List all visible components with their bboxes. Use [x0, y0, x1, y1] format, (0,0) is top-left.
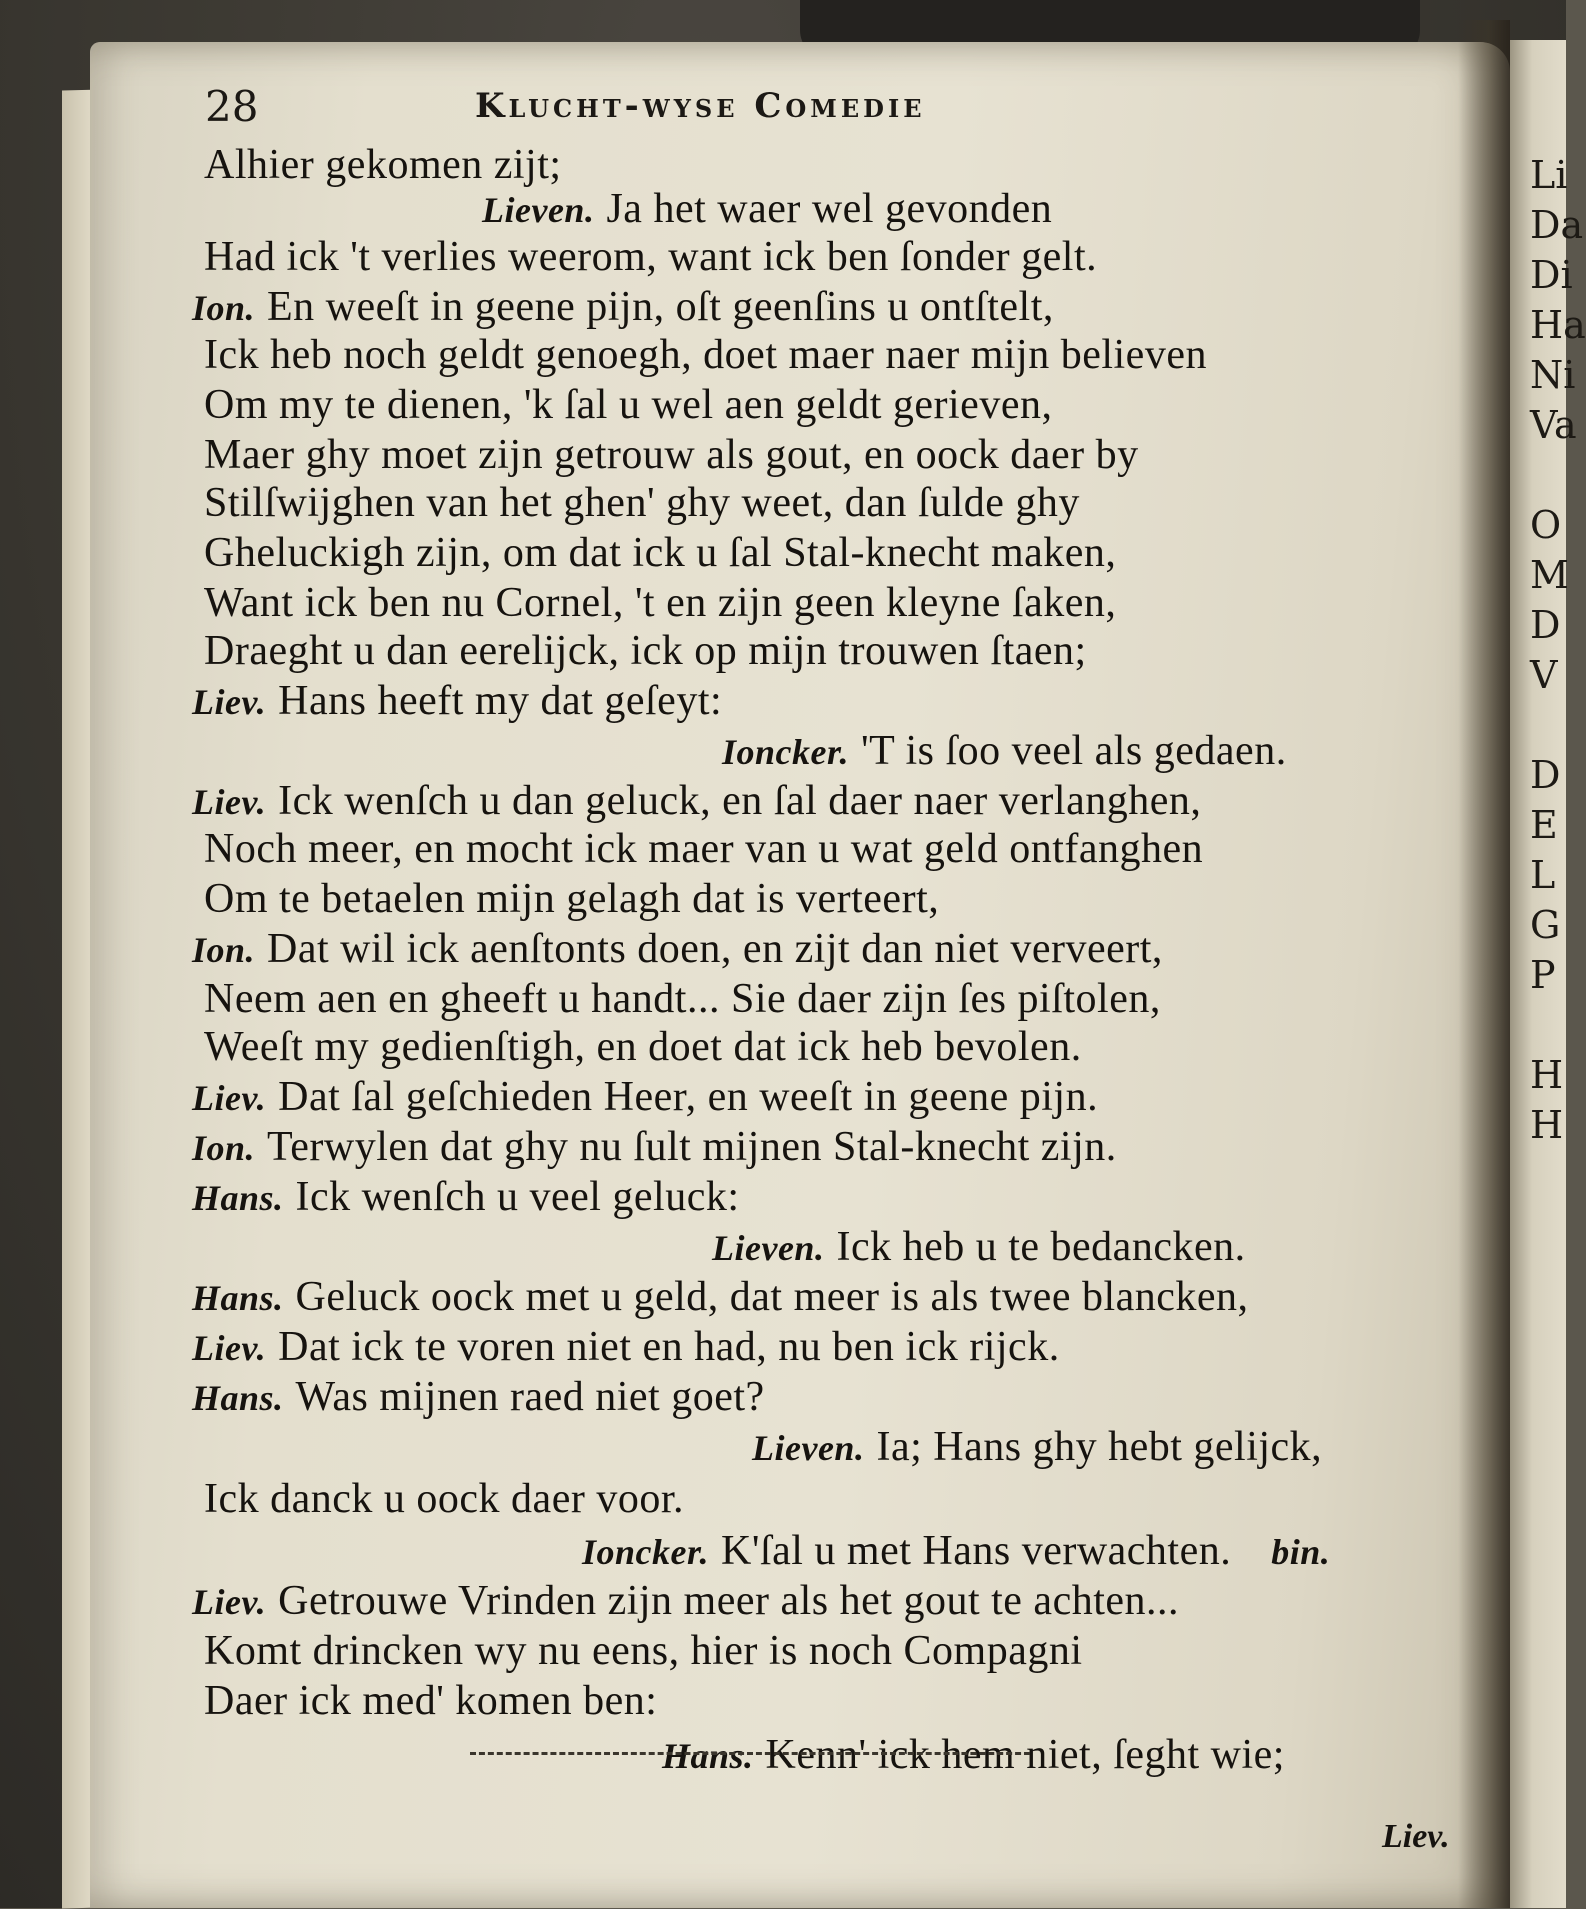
- speaker-name: Hans.: [192, 1178, 284, 1218]
- facing-letter: Ni: [1530, 353, 1576, 397]
- line-text: Maer ghy moet zijn getrouw als gout, en oock daer by: [204, 432, 1139, 478]
- text-line: [192, 528, 1116, 579]
- text-line: [712, 1222, 1246, 1273]
- facing-letter: D: [1530, 603, 1561, 647]
- text-line: [192, 282, 1054, 333]
- line-text: Om my te dienen, 'k ſal u wel aen geldt gerieven,: [204, 382, 1053, 428]
- text-line: [662, 1730, 1285, 1781]
- facing-letter: [1530, 1000, 1566, 1050]
- text-line: [192, 1626, 1083, 1677]
- text-line: [482, 184, 1052, 235]
- line-text: Dat ſal geſchieden Heer, en weeſt in geene pijn.: [278, 1074, 1099, 1120]
- speaker-name: Liev.: [192, 1582, 267, 1622]
- speaker-name: Liev.: [192, 782, 267, 822]
- speaker-name: Liev.: [192, 1328, 267, 1368]
- line-text: Had ick 't verlies weerom, want ick ben ſonder gelt.: [204, 234, 1098, 280]
- text-line: [582, 1526, 1330, 1577]
- line-text: Weeſt my gedienſtigh, en doet dat ick heb bevolen.: [204, 1024, 1082, 1070]
- facing-page-letters: [1530, 150, 1586, 1150]
- speaker-name: Ioncker.: [582, 1532, 710, 1572]
- speaker-name: Ion.: [192, 930, 256, 970]
- catchword: Liev.: [1382, 1818, 1450, 1855]
- facing-letter: H: [1530, 1053, 1564, 1097]
- text-line: [192, 1474, 684, 1525]
- facing-letter: M: [1530, 553, 1569, 597]
- text-line: [192, 330, 1207, 381]
- line-text: Getrouwe Vrinden zijn meer als het gout te achten...: [278, 1578, 1180, 1624]
- text-line: [192, 776, 1201, 827]
- text-line: [192, 1576, 1179, 1627]
- text-line: [752, 1422, 1322, 1473]
- line-text: Ick heb u te bedancken.: [836, 1224, 1246, 1270]
- line-text: Geluck oock met u geld, dat meer is als twee blancken,: [295, 1274, 1249, 1320]
- line-text: Dat ick te voren niet en had, nu ben ick rijck.: [278, 1324, 1060, 1370]
- text-line: [192, 1072, 1098, 1123]
- facing-letter: Va: [1530, 403, 1577, 447]
- book-gutter: [1458, 20, 1510, 1908]
- line-text: Hans heeft my dat geſeyt:: [278, 678, 723, 724]
- line-text: Stilſwijghen van het ghen' ghy weet, dan ſulde ghy: [204, 480, 1080, 526]
- page-header: [205, 82, 1445, 142]
- text-line: [192, 1022, 1082, 1073]
- text-line: [192, 1322, 1060, 1373]
- text-line: [192, 1122, 1117, 1173]
- line-text: K'ſal u met Hans verwachten.: [721, 1528, 1232, 1574]
- line-text: En weeſt in geene pijn, oſt geenſins u ontſtelt,: [267, 284, 1054, 330]
- line-text: Kenn' ick hem niet, ſeght wie;: [765, 1732, 1285, 1778]
- line-text: Noch meer, en mocht ick maer van u wat geld ontfanghen: [204, 826, 1204, 872]
- line-text: Draeght u dan eerelijck, ick op mijn trouwen ſtaen;: [204, 628, 1087, 674]
- line-text: Daer ick med' komen ben:: [204, 1678, 658, 1724]
- line-text: Ick danck u oock daer voor.: [204, 1476, 684, 1522]
- text-line: [192, 430, 1139, 481]
- line-text: Ia; Hans ghy hebt gelijck,: [876, 1424, 1323, 1470]
- line-text: Was mijnen raed niet goet?: [295, 1374, 765, 1420]
- line-text: Ja het waer wel gevonden: [606, 186, 1053, 232]
- text-line: [192, 924, 1163, 975]
- line-text: Ick heb noch geldt genoegh, doet maer naer mijn believen: [204, 332, 1207, 378]
- text-line: [192, 1676, 657, 1727]
- line-text: Ick wenſch u veel geluck:: [295, 1174, 740, 1220]
- facing-letter: E: [1530, 803, 1558, 847]
- line-text: Terwylen dat ghy nu ſult mijnen Stal-knecht zijn.: [267, 1124, 1117, 1170]
- speaker-name: Hans.: [662, 1736, 754, 1776]
- text-line: [192, 974, 1161, 1025]
- text-line: [192, 676, 722, 727]
- facing-letter: Li: [1530, 153, 1568, 197]
- facing-letter: V: [1530, 653, 1558, 697]
- speaker-name: Liev.: [192, 1078, 267, 1118]
- text-line: [192, 1272, 1249, 1323]
- text-line: [192, 1172, 740, 1223]
- facing-letter: O: [1530, 503, 1562, 547]
- line-text: Gheluckigh zijn, om dat ick u ſal Stal-knecht maken,: [204, 530, 1117, 576]
- line-text: Ick wenſch u dan geluck, en ſal daer naer verlanghen,: [278, 778, 1202, 824]
- speaker-name: Liev.: [192, 682, 267, 722]
- speaker-name: Lieven.: [712, 1228, 825, 1268]
- text-line: [192, 380, 1052, 431]
- stage-direction: bin.: [1271, 1532, 1331, 1572]
- line-text: Dat wil ick aenſtonts doen, en zijt dan niet verveert,: [267, 926, 1163, 972]
- line-text: Alhier gekomen zijt;: [204, 142, 562, 188]
- facing-letter: Da: [1530, 203, 1584, 247]
- line-text: Om te betaelen mijn gelagh dat is verteert,: [204, 876, 940, 922]
- pencil-underline: [470, 1752, 1030, 1755]
- facing-letter: H: [1530, 1103, 1564, 1147]
- running-title: Klucht-wyse Comedie: [475, 86, 926, 126]
- facing-letter: D: [1530, 753, 1561, 797]
- text-line: [192, 1372, 765, 1423]
- text-line: [722, 726, 1287, 777]
- speaker-name: Hans.: [192, 1378, 284, 1418]
- speaker-name: Ion.: [192, 288, 256, 328]
- facing-letter: Ha: [1530, 303, 1586, 347]
- facing-letter: L: [1530, 853, 1556, 897]
- speaker-name: Lieven.: [752, 1428, 865, 1468]
- speaker-name: Ion.: [192, 1128, 256, 1168]
- facing-letter: [1530, 450, 1566, 500]
- text-line: [192, 478, 1080, 529]
- line-text: Neem aen en gheeft u handt... Sie daer zijn ſes piſtolen,: [204, 976, 1161, 1022]
- text-line: [192, 626, 1087, 677]
- text-line: [192, 874, 939, 925]
- facing-letter: [1530, 700, 1566, 750]
- facing-letter: Di: [1530, 253, 1573, 297]
- facing-letter: G: [1530, 903, 1561, 947]
- text-line: [192, 232, 1097, 283]
- speaker-name: Ioncker.: [722, 732, 850, 772]
- line-text: 'T is ſoo veel als gedaen.: [861, 728, 1287, 774]
- text-line: [192, 578, 1116, 629]
- page-number: 28: [205, 82, 259, 131]
- speaker-name: Hans.: [192, 1278, 284, 1318]
- line-text: Komt drincken wy nu eens, hier is noch Compagni: [204, 1628, 1083, 1674]
- speaker-name: Lieven.: [482, 190, 595, 230]
- text-line: [192, 824, 1203, 875]
- line-text: Want ick ben nu Cornel, 't en zijn geen kleyne ſaken,: [204, 580, 1117, 626]
- facing-letter: P: [1530, 953, 1556, 997]
